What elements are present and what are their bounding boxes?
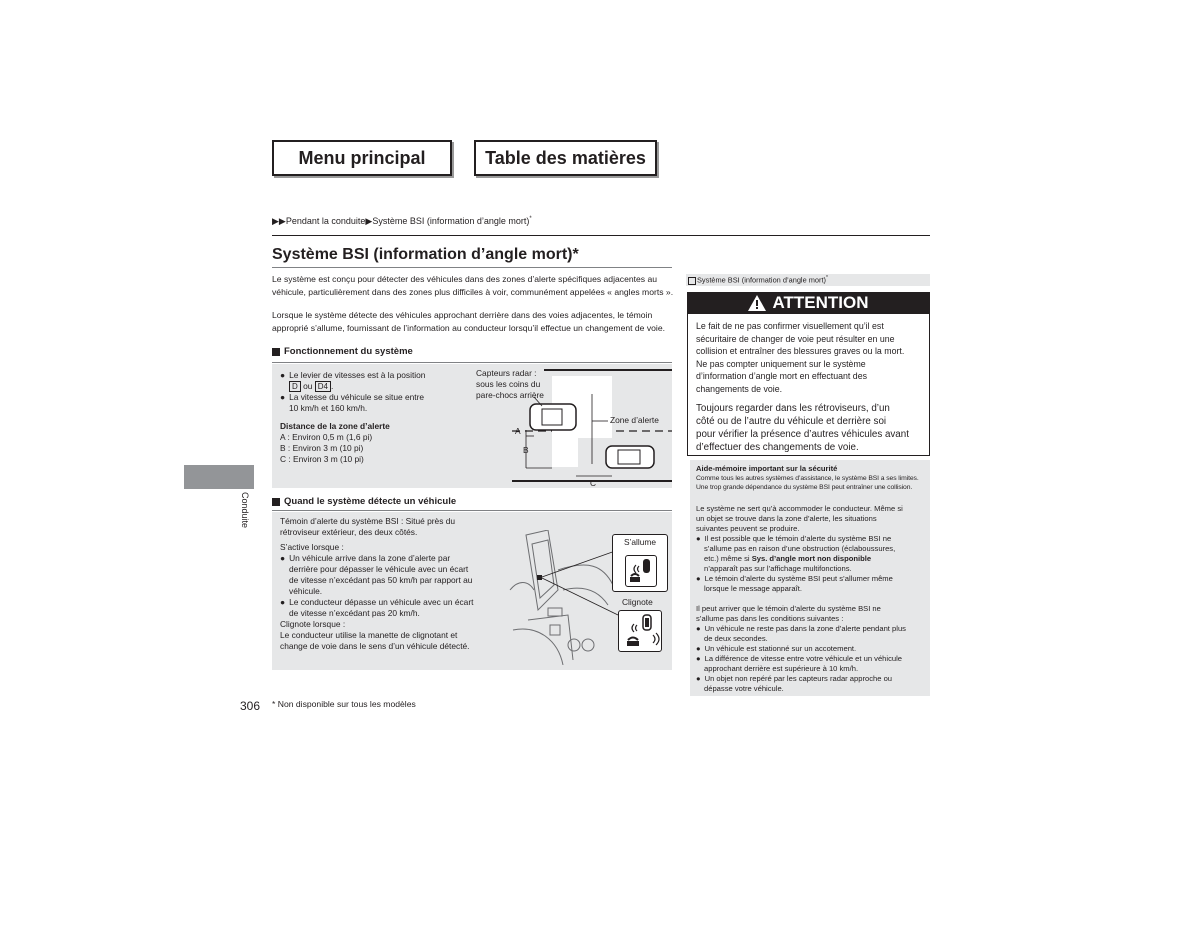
attention-label: ATTENTION: [772, 293, 869, 312]
right-ref-text: Système BSI (information d’angle mort): [697, 275, 826, 285]
section-side-tab[interactable]: [184, 465, 254, 489]
title-rule: [272, 267, 672, 268]
list-item: ● Un véhicule est stationné sur un accotement.: [696, 644, 857, 653]
indicator-blink-label: Clignote: [622, 597, 653, 607]
note-line: Il peut arriver que le témoin d’alerte du système BSI ne: [696, 604, 881, 613]
note-line: suivantes peuvent se produire.: [696, 524, 800, 533]
square-bullet-icon: [272, 498, 280, 506]
list-item: ● Le conducteur dépasse un véhicule avec un écart: [280, 597, 474, 607]
breadcrumb-arrow-icon: ▶▶: [272, 216, 286, 226]
square-bullet-icon: [272, 348, 280, 356]
distance-c: C : Environ 3 m (10 pi): [280, 454, 364, 464]
section1-heading-text: Fonctionnement du système: [284, 346, 413, 357]
warning-paragraph-1: Le fait de ne pas confirmer visuellement qu’il est sécuritaire de changer de voie peut résulter en une collision et entraîner des blessures graves ou la mort. Ne pas compter uniquement sur le système d’information d’angle mort en effectuant des changements de voie.: [696, 321, 905, 394]
indicator-on-label: S’allume: [623, 537, 657, 547]
breadcrumb-level1[interactable]: Pendant la conduite: [285, 216, 366, 226]
indicator-location: rétroviseur extérieur, des deux côtés.: [280, 527, 418, 537]
list-item-continuation: n’apparaît pas sur l’affichage multifonctions.: [704, 564, 852, 573]
indicator-blink-icon: [618, 610, 662, 652]
intro-line: approprié s’allume, fournissant de l’information au conducteur lorsqu’il effectue un changement de voie.: [272, 323, 666, 333]
header-rule: [272, 235, 930, 236]
notes-block-1: [696, 504, 928, 594]
list-item-continuation: lorsque le message apparaît.: [704, 584, 802, 593]
attention-header: [687, 292, 930, 314]
section-side-label: Conduite: [240, 492, 250, 529]
sensor-label-line: Capteurs radar :: [476, 368, 537, 378]
intro-line: véhicule, particulièrement dans des zones plus difficiles à voir, communément appelées « angles morts ».: [272, 287, 674, 297]
footnote: * Non disponible sur tous les modèles: [272, 699, 416, 709]
bsi-indicator-icon: [537, 575, 542, 580]
attention-body: [687, 314, 930, 456]
section2-text: [280, 516, 505, 652]
intro-line: Le système est conçu pour détecter des véhicules dans des zones d’alerte spécifiques adjacentes au: [272, 274, 658, 284]
distance-a: A : Environ 0,5 m (1,6 pi): [280, 432, 373, 442]
memo-line: Comme tous les autres systèmes d’assistance, le système BSI a ses limites.: [696, 475, 919, 482]
gear-positions: D ou D4 .: [280, 381, 470, 392]
list-item-continuation: s’allume pas en raison d’une obstruction (éclaboussures,: [704, 544, 896, 553]
list-item: ● Il est possible que le témoin d’alerte du système BSI ne: [696, 534, 892, 543]
sensor-label-line: sous les coins du: [476, 379, 541, 389]
list-item-continuation: dépasse votre véhicule.: [704, 684, 784, 693]
list-item-continuation: véhicule.: [289, 586, 323, 596]
ref-icon: [688, 277, 696, 285]
section2-heading-text: Quand le système détecte un véhicule: [284, 496, 457, 507]
own-car-icon: [530, 404, 576, 430]
alert-zone-label: Zone d’alerte: [610, 415, 659, 425]
breadcrumb-star: *: [529, 216, 532, 222]
memo-line: Une trop grande dépendance du système BSI peut entraîner une collision.: [696, 484, 913, 491]
distance-title: Distance de la zone d’alerte: [280, 421, 390, 431]
list-item: ● Le levier de vitesses est à la position: [280, 370, 426, 380]
page-number: 306: [240, 699, 261, 713]
indicator-on-icon: [625, 555, 657, 587]
intro-paragraph-1: [272, 273, 682, 299]
intro-paragraph-2: [272, 309, 682, 335]
list-item: ● La vitesse du véhicule se situe entre: [280, 392, 425, 402]
page-title: Système BSI (information d’angle mort)*: [272, 246, 579, 263]
intro-line: Lorsque le système détecte des véhicules approchant derrière dans des voies adjacentes, le témoin: [272, 310, 653, 320]
breadcrumb: [272, 216, 532, 227]
breadcrumb-level2[interactable]: Système BSI (information d’angle mort): [372, 216, 530, 226]
section1-heading: [272, 346, 413, 357]
list-item: ● Un véhicule ne reste pas dans la zone d’alerte pendant plus: [696, 624, 906, 633]
section1-rule: [272, 362, 672, 363]
on-conditions-title: S’active lorsque :: [280, 542, 344, 552]
warning-paragraph-2: Toujours regarder dans les rétroviseurs, d’un côté ou de l’autre du véhicule et derrière soi pour vérifier la présence d’autres véhicules avant d’effectuer des changements de voie.: [696, 403, 909, 453]
note-line: Le système ne sert qu’à accommoder le conducteur. Même si: [696, 504, 903, 513]
message-name: Sys. d’angle mort non disponible: [751, 554, 872, 563]
section1-conditions: [280, 370, 470, 465]
section2-heading: [272, 496, 456, 507]
blink-condition: change de voie dans le sens d’un véhicule détecté.: [280, 641, 470, 651]
distance-label-a: A: [515, 426, 521, 436]
distance-label-b: B: [523, 445, 529, 455]
main-menu-button[interactable]: Menu principal: [272, 140, 452, 176]
list-item: ● Un objet non repéré par les capteurs radar approche ou: [696, 674, 893, 683]
list-item: ● Un véhicule arrive dans la zone d’alerte par: [280, 553, 451, 563]
list-item-continuation: etc.) même si Sys. d’angle mort non disponible: [704, 554, 872, 563]
right-ref-star: *: [825, 275, 828, 281]
note-line: un objet se trouve dans la zone d’alerte, les situations: [696, 514, 877, 523]
list-item-continuation: de vitesse n’excédant pas 20 km/h.: [289, 608, 420, 618]
breadcrumb-arrow-icon: ▶: [365, 216, 373, 226]
right-ref: [688, 275, 828, 285]
approaching-car-icon: [606, 446, 654, 468]
sensor-label-line: pare-chocs arrière: [476, 390, 544, 400]
list-item: ● La différence de vitesse entre votre véhicule et un véhicule: [696, 654, 903, 663]
gear-key-d: D: [289, 381, 301, 392]
list-item: ● Le témoin d’alerte du système BSI peut s’allumer même: [696, 574, 893, 583]
toc-button[interactable]: Table des matières: [474, 140, 657, 176]
blink-condition: Le conducteur utilise la manette de clignotant et: [280, 630, 458, 640]
gear-key-d4: D4: [315, 381, 331, 392]
list-item-continuation: approchant derrière est supérieure à 10 km/h.: [704, 664, 859, 673]
blink-conditions-title: Clignote lorsque :: [280, 619, 346, 629]
sensor-label: [476, 368, 544, 401]
section2-rule: [272, 510, 672, 511]
warning-icon: [748, 295, 766, 311]
list-item-continuation: derrière pour dépasser le véhicule avec un écart: [289, 564, 469, 574]
list-item-continuation: de deux secondes.: [704, 634, 768, 643]
distance-b: B : Environ 3 m (10 pi): [280, 443, 364, 453]
notes-block-2: [696, 604, 928, 694]
safety-memo: [696, 464, 928, 492]
list-item-continuation: de vitesse n’excédant pas 50 km/h par rapport au: [289, 575, 473, 585]
note-line: s’allume pas dans les conditions suivantes :: [696, 614, 844, 623]
memo-title: Aide-mémoire important sur la sécurité: [696, 464, 838, 473]
indicator-location: Témoin d’alerte du système BSI : Situé près du: [280, 516, 456, 526]
list-item-continuation: 10 km/h et 160 km/h.: [289, 403, 368, 413]
distance-label-c: C: [590, 478, 597, 488]
indicator-on-panel: [612, 534, 668, 592]
